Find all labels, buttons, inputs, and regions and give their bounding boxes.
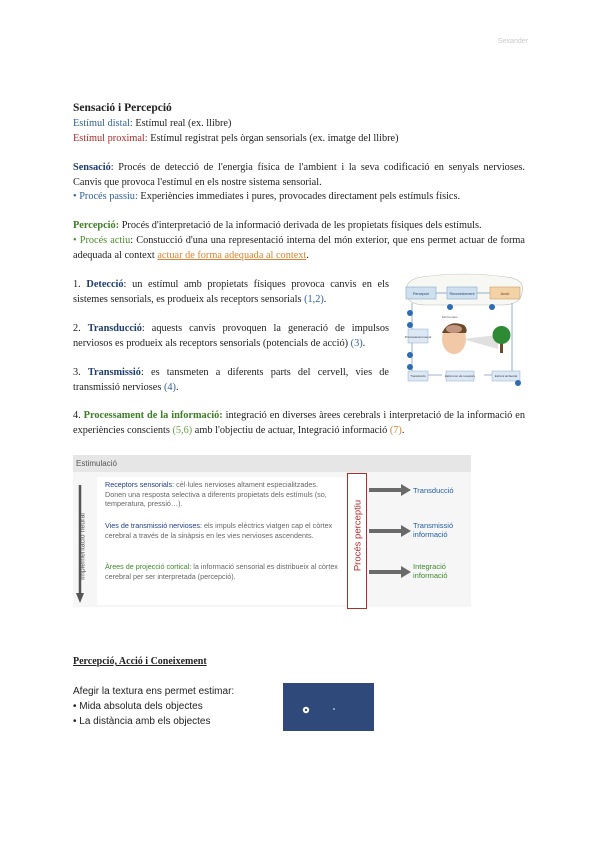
cycle-label-ates: Estímul atès — [442, 315, 458, 319]
step-ref: (3) — [350, 337, 363, 349]
step-term: Processament de la informació: — [83, 410, 223, 421]
step-ref-2: (7) — [389, 424, 402, 436]
passiu-term: Procés passiu: — [79, 191, 138, 202]
box-accio-label: Acció — [500, 292, 510, 296]
output-transduccio: Transducció — [413, 486, 454, 495]
item-text: els impuls elèctrics viatgen cap el còrtex cerebral a través de la sinàpsis en les vies nervioses ascendents. — [105, 521, 333, 540]
sensacio-term: Sensació — [73, 162, 111, 173]
percepcio-bullet — [73, 234, 525, 263]
period: . — [323, 293, 327, 305]
period: . — [362, 337, 366, 349]
definitions — [73, 117, 533, 146]
tree-illustration — [493, 326, 511, 344]
actiu-text: : Constucció d'una una representació interna del món exterior, que ens permet actuar de forma adequada al context — [73, 235, 525, 261]
step-1 — [73, 278, 389, 307]
panel-header: Estimulació — [73, 455, 471, 472]
step-ref: (5,6) — [172, 424, 193, 436]
cycle-label-transduccio: Transducció — [410, 374, 426, 378]
context-link[interactable]: actuar de forma adequada al context — [157, 249, 307, 261]
watermark: Sexander — [498, 38, 528, 45]
step-num: 2. — [73, 323, 88, 334]
cycle-label-processament: Processament neural — [404, 335, 432, 339]
item-term: Vies de transmissió nervioses: — [105, 521, 202, 530]
proximal-text: Estímul registrat pels òrgan sensorials (ex. imatge del llibre) — [147, 132, 399, 144]
percepcio-term: Percepció: — [73, 220, 120, 231]
period: . — [401, 424, 405, 436]
process-box — [347, 473, 367, 609]
distal-text: Estímul real (ex. llibre) — [132, 118, 232, 129]
step-num: 4. — [73, 410, 84, 421]
texture-list — [73, 684, 234, 729]
step-num: 1. — [73, 279, 87, 290]
stimulus-panel — [73, 455, 471, 607]
texture-bullet: • Mida absoluta dels objectes — [73, 701, 203, 712]
output-transmissio: Transmissió informació — [413, 521, 454, 539]
step-term: Detecció — [86, 279, 124, 290]
percepcio-text: Procés d'interpretació de la informació derivada de les propietats físiques dels estímuls. — [119, 220, 482, 231]
step-term: Transducció — [87, 323, 142, 334]
item-text: cèl·lules nervioses altament especialitzades. Donen una resposta selectiva a diferents propietats dels estímuls (so, temperatura, pressió…). — [105, 480, 327, 508]
step-2 — [73, 322, 389, 351]
neural-label: Implementació neural — [79, 513, 87, 580]
step-text: : es tansmeten a diferents parts del cervell, vies de transmissió nervioses — [73, 367, 389, 393]
step-text: integració en diverses àrees cerebrals i interpretació de la informació en experiències conscients — [73, 410, 525, 436]
item-vies — [105, 521, 341, 540]
step-3 — [73, 366, 389, 395]
period: . — [175, 381, 179, 393]
distal-term: Estímul distal: — [73, 118, 133, 129]
process-label: Procés perceptiu — [352, 499, 364, 572]
box-reconeixement-label: Reconeixement — [449, 292, 475, 296]
item-text: la informació sensorial es distribueix al còrtex cerebral per ser interpretada (percepció). — [105, 562, 338, 581]
item-term: Àrees de projecció cortical: — [105, 562, 192, 571]
step-4 — [73, 409, 525, 438]
step-ref: (1,2) — [304, 293, 324, 305]
step-text: : un estímul amb propietats físiques provoca canvis en els sistemes sensorials, es produeix als receptors sensorials — [73, 279, 389, 305]
step-term: Transmissió — [87, 367, 141, 378]
passiu-text: Experiències immediates i pures, provocades directament pels estímuls físics. — [137, 191, 461, 202]
bullet-1: • — [73, 191, 80, 202]
section-title: Percepció, Acció i Coneixement — [73, 656, 207, 667]
step-text-2: amb l'objectiu de actuar, Integració informació — [192, 424, 390, 436]
proximal-term: Estímul proximal: — [73, 132, 148, 144]
dot-icon — [333, 708, 335, 710]
output-arrows — [369, 479, 413, 599]
item-arees — [105, 562, 341, 581]
output-integracio: Integració informació — [413, 562, 448, 580]
stimulus-box — [97, 477, 355, 605]
sensacio-bullet — [73, 190, 533, 205]
box-percepcio-label: Percepció — [413, 292, 429, 296]
bullet-2: • — [73, 235, 80, 246]
step-ref: (4) — [163, 381, 176, 393]
step-text: : aquests canvis provoquen la generació de impulsos nerviosos es produeix als receptors sensorials (potencials de acció) — [73, 323, 389, 349]
page-title: Sensació i Percepció — [73, 102, 172, 114]
texture-intro: Afegir la textura ens permet estimar: — [73, 686, 235, 697]
cycle-label-ambiental: Estímul ambiental — [494, 374, 518, 378]
period: . — [306, 249, 309, 261]
item-term: Receptors sensorials: — [105, 480, 175, 489]
item-receptors — [105, 480, 341, 509]
neural-arrow — [75, 483, 89, 603]
sensacio-paragraph — [73, 161, 525, 190]
percepcio-paragraph — [73, 219, 533, 234]
sensacio-text: : Procés de detecció de l'energia física de l'ambient i la seva codificació en senyals nervioses. Canvis que provoca l'estímul en els nostre sistema sensorial. — [73, 162, 525, 188]
cycle-label-receptors: Estímul en els receptors — [444, 374, 476, 378]
texture-bullet: • La distància amb els objectes — [73, 716, 211, 727]
step-num: 3. — [73, 367, 88, 378]
video-thumbnail[interactable] — [283, 683, 374, 731]
actiu-term: Procés actiu — [79, 235, 131, 246]
perceptual-cycle-figure — [402, 273, 526, 395]
